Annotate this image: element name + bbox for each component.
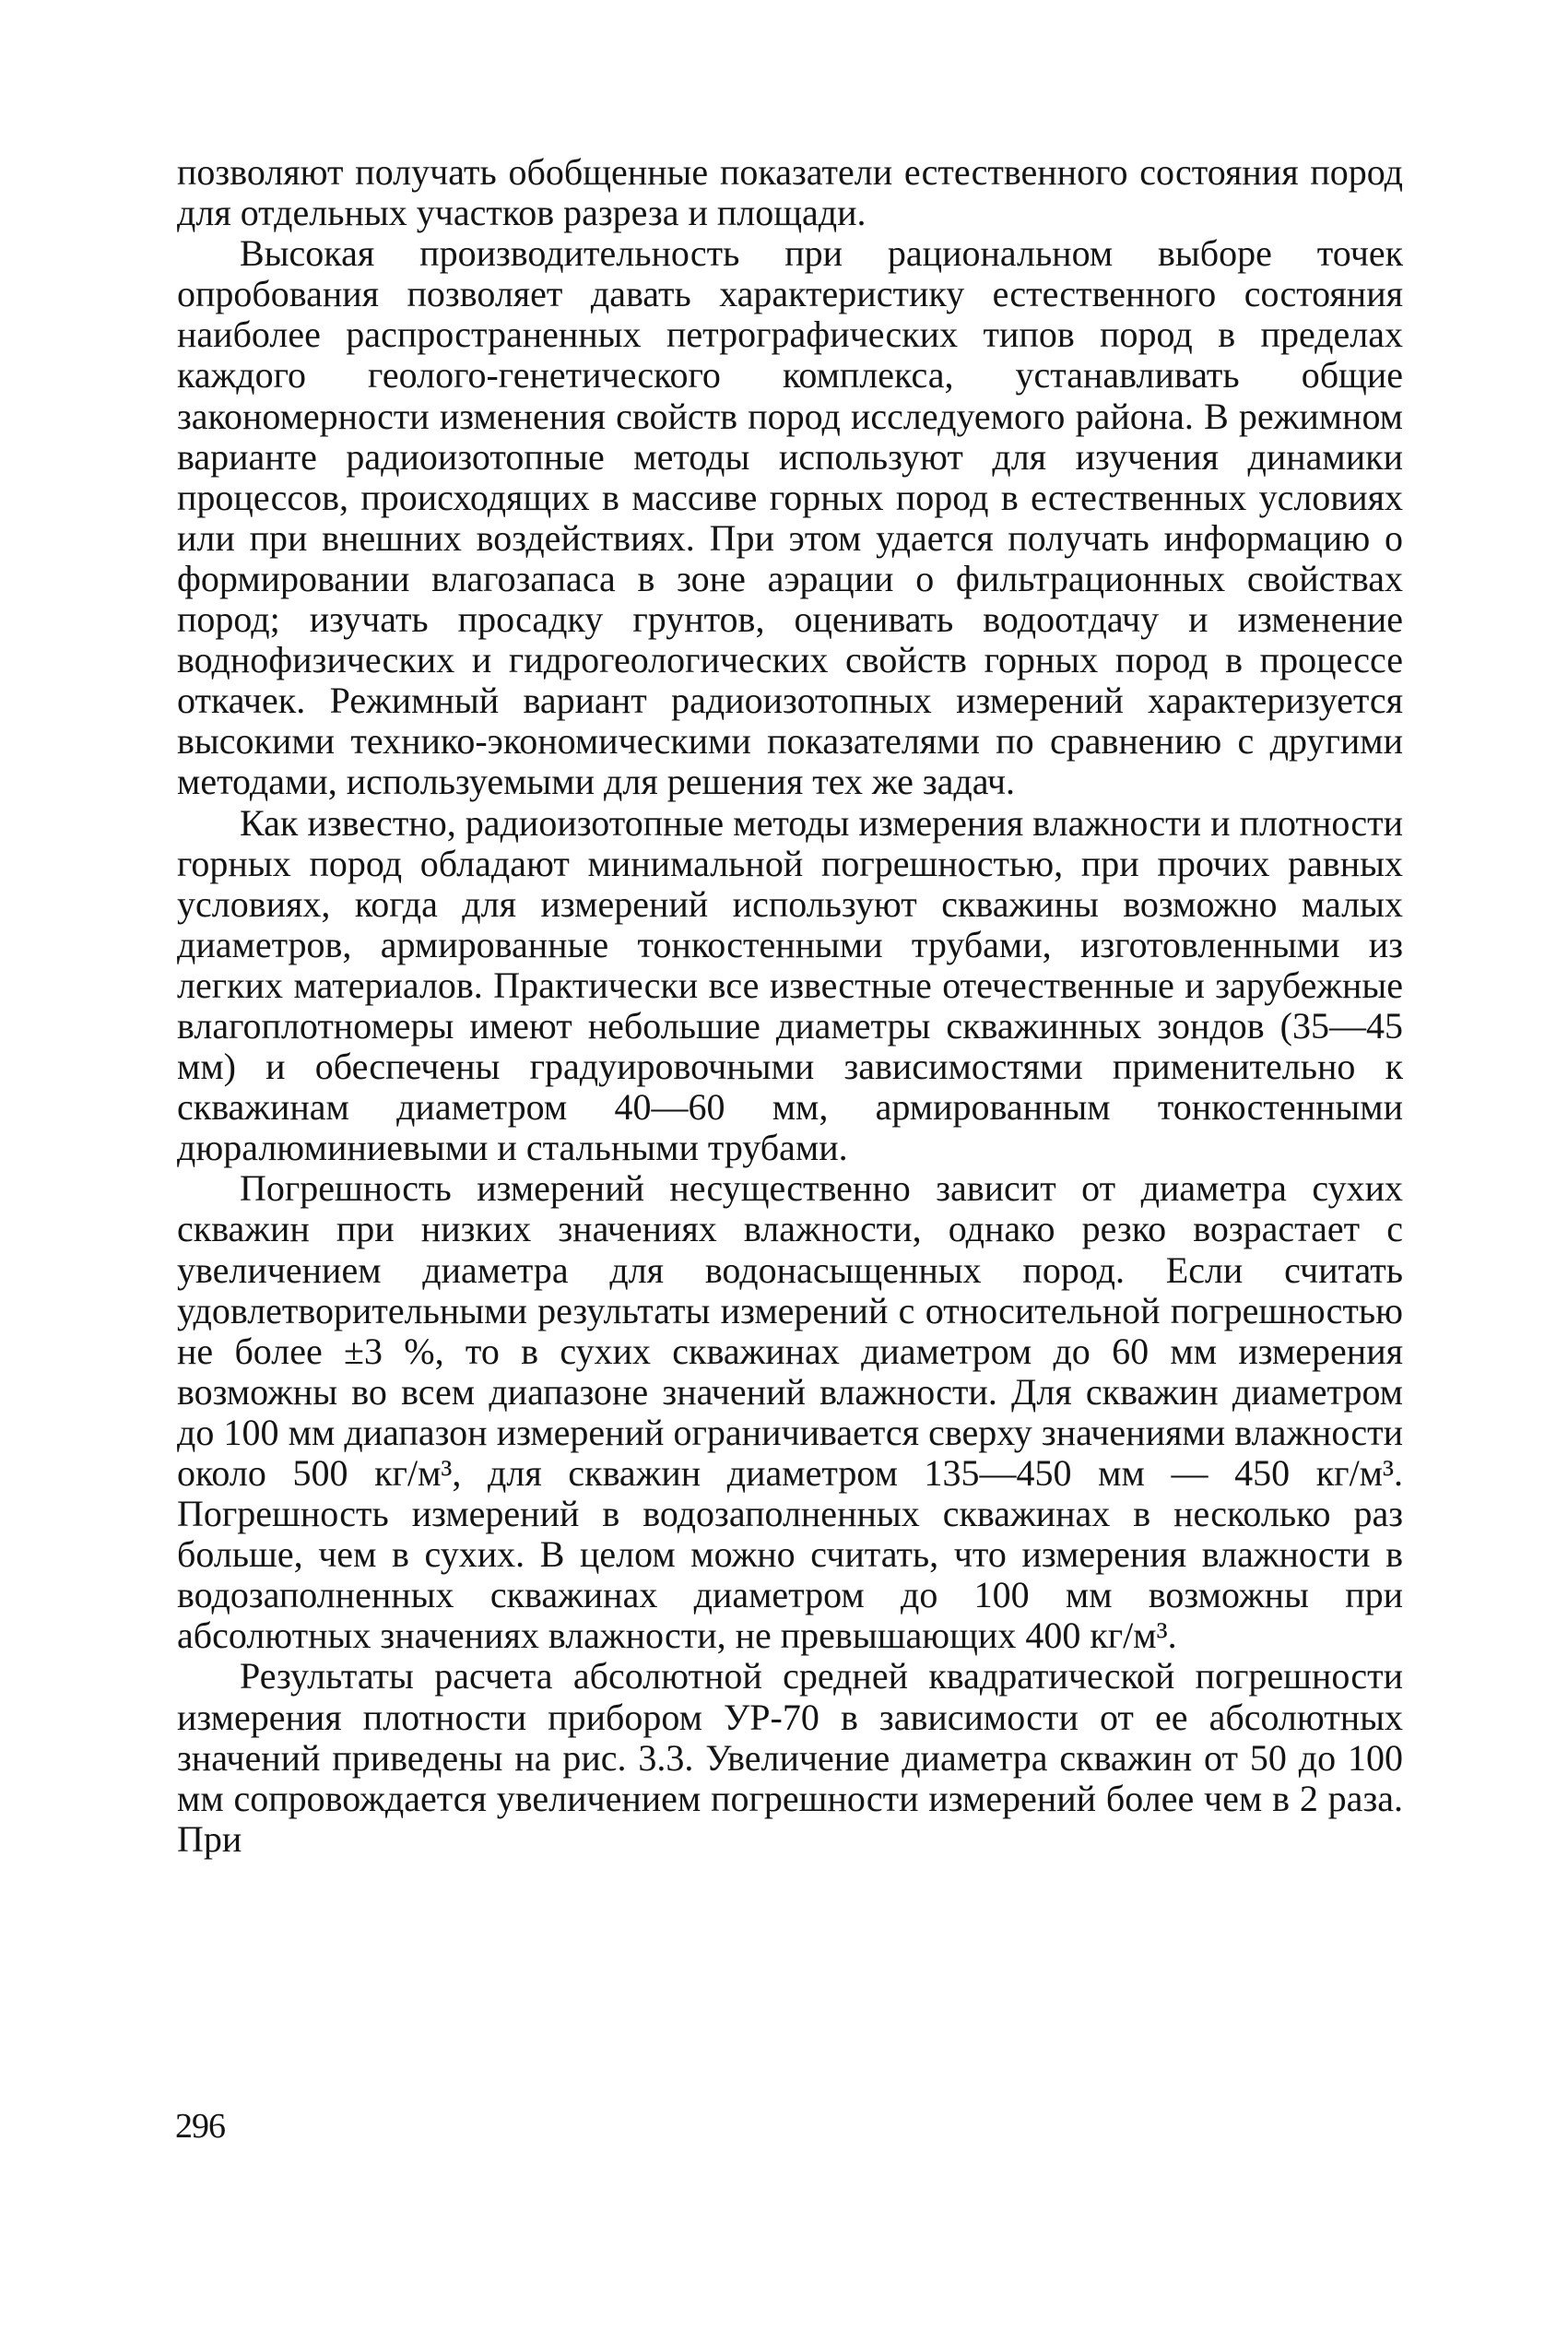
paragraph-productivity: Высокая производительность при рациональном выборе точек опробования позволяет давать характеристику естественного состояния наиболее распространенных петрографических типов пород в пределах каждого геолого-генетического комплекса, устанавливать общие закономерности изменения свойств пород исследуемого района. В режимном варианте радиоизотопные методы используют для изучения динамики процессов, происходящих в массиве горных пород в естественных условиях или при внешних воздействиях. При этом удается получать информацию о формировании влагозапаса в зоне аэрации о фильтрационных свойствах пород; изучать просадку грунтов, оценивать водоотдачу и изменение воднофизических и гидрогеологических свойств горных пород в процессе откачек. Режимный вариант радиоизотопных измерений характеризуется высокими технико-экономическими показателями по сравнению с другими методами, используемыми для решения тех же задач. bbox=[177, 232, 1403, 803]
paragraph-continuation: позволяют получать обобщенные показатели естественного состояния пород для отдельных участков разреза и площади. bbox=[177, 151, 1403, 234]
page-body bbox=[177, 152, 1403, 1860]
page-number: 296 bbox=[175, 2107, 225, 2146]
paragraph-known-methods: Как известно, радиоизотопные методы измерения влажности и плотности горных пород обладают минимальной погрешностью, при прочих равных условиях, когда для измерений используют скважины возможно малых диаметров, армированные тонкостенными трубами, изготовленными из легких материалов. Практически все известные отечественные и зарубежные влагоплотномеры имеют небольшие диаметры скважинных зондов (35—45 мм) и обеспечены градуировочными зависимостями применительно к скважинам диаметром 40—60 мм, армированным тонкостенными дюралюминиевыми и стальными трубами. bbox=[177, 801, 1403, 1169]
paragraph-calculation-results: Результаты расчета абсолютной средней квадратической погрешности измерения плотности прибором УР-70 в зависимости от ее абсолютных значений приведены на рис. 3.3. Увеличение диаметра скважин от 50 до 100 мм сопровождается увеличением погрешности измерений более чем в 2 раза. При bbox=[177, 1655, 1403, 1860]
paragraph-measurement-error: Погрешность измерений несущественно зависит от диаметра сухих скважин при низких значениях влажности, однако резко возрастает с увеличением диаметра для водонасыщенных пород. Если считать удовлетворительными результаты измерений с относительной погрешностью не более ±3 %, то в сухих скважинах диаметром до 60 мм измерения возможны во всем диапазоне значений влажности. Для скважин диаметром до 100 мм диапазон измерений ограничивается сверху значениями влажности около 500 кг/м³, для скважин диаметром 135—450 мм — 450 кг/м³. Погрешность измерений в водозаполненных скважинах в несколько раз больше, чем в сухих. В целом можно считать, что измерения влажности в водозаполненных скважинах диаметром до 100 мм возможны при абсолютных значениях влажности, не превышающих 400 кг/м³. bbox=[177, 1167, 1403, 1657]
